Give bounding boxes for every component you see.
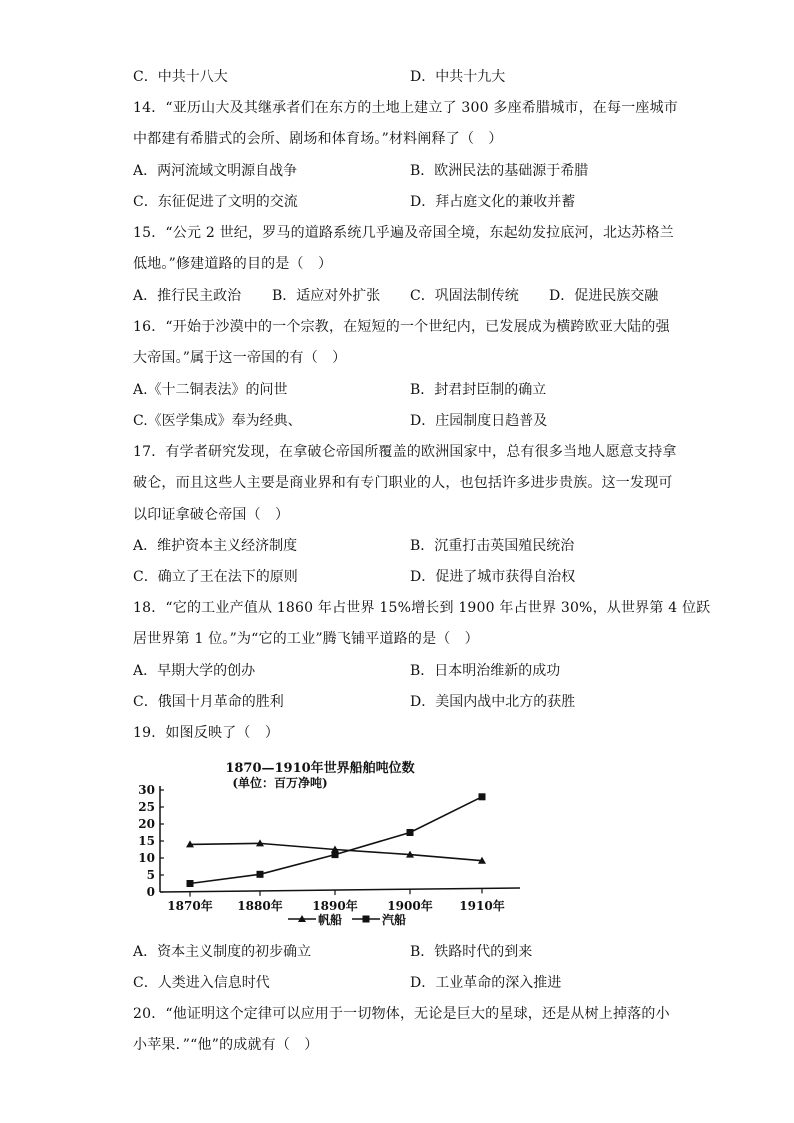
q17-stem-line1: 17．有学者研究发现，在拿破仑帝国所覆盖的欧洲国家中，总有很多当地人愿意支持拿 xyxy=(133,444,677,460)
q14-option-b: B．欧洲民法的基础源于希腊 xyxy=(410,163,589,179)
q16-stem-line2: 大帝国。”属于这一帝国的有（ ） xyxy=(133,350,347,366)
q19-stem-line1: 19．如图反映了（ ） xyxy=(133,725,280,741)
q17-option-a: A．维护资本主义经济制度 xyxy=(133,538,298,554)
q14-stem-line1: 14．“亚历山大及其继承者们在东方的土地上建立了 300 多座希腊城市，在每一座城市 xyxy=(133,100,678,116)
q16-option-b: B．封君封臣制的确立 xyxy=(410,382,547,398)
q14-option-c: C．东征促进了文明的交流 xyxy=(133,194,298,210)
q15-option-b: B．适应对外扩张 xyxy=(272,288,381,304)
q15-option-c: C．巩固法制传统 xyxy=(410,288,519,304)
q17-stem-line2: 破仑，而且这些人主要是商业界和有专门职业的人，也包括许多进步贵族。这一发现可 xyxy=(133,475,673,491)
legend-marker-汽船 xyxy=(363,916,370,923)
q19-option-b: B．铁路时代的到来 xyxy=(410,944,533,960)
q16-option-c: C.《医学集成》奉为经典、 xyxy=(133,413,302,429)
data-point-汽船 xyxy=(332,851,339,858)
y-tick-label: 15 xyxy=(138,834,155,848)
ship-tonnage-chart xyxy=(130,752,530,932)
data-point-汽船 xyxy=(257,871,264,878)
y-tick-label: 5 xyxy=(146,868,155,882)
legend-label-汽船: 汽船 xyxy=(382,913,407,927)
q17-stem-line3: 以印证拿破仑帝国（ ） xyxy=(133,507,290,523)
chart-title: 1870—1910年世界船舶吨位数 xyxy=(225,761,415,776)
q16-option-d: D．庄园制度日趋普及 xyxy=(410,413,548,429)
q14-option-d: D．拜占庭文化的兼收并蓄 xyxy=(410,194,576,210)
q13-option-c: C．中共十八大 xyxy=(133,69,228,85)
q18-option-d: D．美国内战中北方的获胜 xyxy=(410,694,576,710)
y-tick-label: 25 xyxy=(138,800,155,814)
q18-option-a: A．早期大学的创办 xyxy=(133,663,256,679)
data-point-汽船 xyxy=(187,880,194,887)
x-tick-label: 1890年 xyxy=(312,899,358,913)
q17-option-d: D．促进了城市获得自治权 xyxy=(410,569,576,585)
x-tick-label: 1910年 xyxy=(459,899,505,913)
q15-option-a: A．推行民主政治 xyxy=(133,288,242,304)
q18-option-c: C．俄国十月革命的胜利 xyxy=(133,694,284,710)
q16-stem-line1: 16．“开始于沙漠中的一个宗教，在短短的一个世纪内，已发展成为横跨欧亚大陆的强 xyxy=(133,319,670,335)
q15-option-d: D．促进民族交融 xyxy=(549,288,659,304)
q20-stem-line1: 20．“他证明这个定律可以应用于一切物体，无论是巨大的星球，还是从树上掉落的小 xyxy=(133,1006,670,1022)
q15-stem-line2: 低地。”修建道路的目的是（ ） xyxy=(133,256,333,272)
q17-option-b: B．沉重打击英国殖民统治 xyxy=(410,538,575,554)
q19-option-d: D．工业革命的深入推进 xyxy=(410,975,562,991)
y-tick-label: 0 xyxy=(146,885,155,899)
chart-subtitle: (单位：百万净吨) xyxy=(232,776,328,790)
q13-option-d: D．中共十九大 xyxy=(410,69,506,85)
q15-stem-line1: 15．“公元 2 世纪，罗马的道路系统几乎遍及帝国全境，东起幼发拉底河，北达苏格兰 xyxy=(133,225,674,241)
x-tick-label: 1870年 xyxy=(167,899,213,913)
q19-option-a: A．资本主义制度的初步确立 xyxy=(133,944,312,960)
q18-stem-line2: 居世界第 1 位。”为“它的工业”腾飞铺平道路的是（ ） xyxy=(133,631,479,647)
x-tick-label: 1900年 xyxy=(387,899,433,913)
legend-label-帆船: 帆船 xyxy=(318,913,343,927)
q20-stem-line2: 小苹果．”“他”的成就有（ ） xyxy=(133,1037,319,1053)
q18-stem-line1: 18．“它的工业产值从 1860 年占世界 15%增长到 1900 年占世界 30%，从世界第 4 位跃 xyxy=(133,600,711,616)
data-point-汽船 xyxy=(407,829,414,836)
q14-stem-line2: 中都建有希腊式的会所、剧场和体育场。”材料阐释了（ ） xyxy=(133,131,503,147)
x-tick-label: 1880年 xyxy=(237,899,283,913)
x-axis xyxy=(160,888,520,892)
y-tick-label: 30 xyxy=(138,783,155,797)
data-point-汽船 xyxy=(479,793,486,800)
series-line-汽船 xyxy=(190,797,482,884)
q14-option-a: A．两河流域文明源自战争 xyxy=(133,163,298,179)
q18-option-b: B．日本明治维新的成功 xyxy=(410,663,561,679)
q17-option-c: C．确立了王在法下的原则 xyxy=(133,569,298,585)
q19-option-c: C．人类进入信息时代 xyxy=(133,975,270,991)
y-tick-label: 10 xyxy=(138,851,155,865)
y-tick-label: 20 xyxy=(138,817,155,831)
q16-option-a: A.《十二铜表法》的问世 xyxy=(133,382,288,398)
